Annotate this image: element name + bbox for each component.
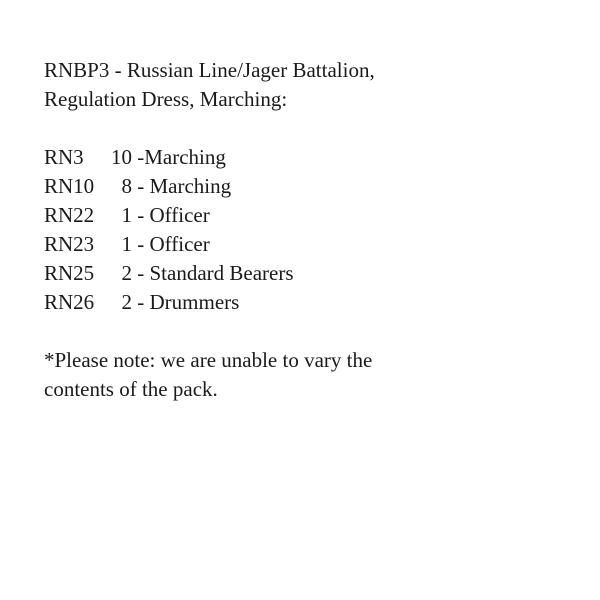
- item-description: Marching: [149, 174, 232, 198]
- list-item: [44, 143, 584, 172]
- list-item: [44, 259, 584, 288]
- item-quantity: 1: [121, 232, 132, 256]
- list-item: [44, 288, 584, 317]
- item-code: RN22: [44, 203, 95, 227]
- item-quantity: 2: [121, 261, 132, 285]
- list-item: [44, 230, 584, 259]
- pack-title: [44, 56, 584, 114]
- item-separator: -: [132, 174, 150, 198]
- item-quantity: 10: [111, 145, 132, 169]
- note-line-2: contents of the pack.: [44, 377, 218, 401]
- item-separator: -: [132, 203, 150, 227]
- pack-note: [44, 346, 584, 404]
- item-quantity: 1: [121, 203, 132, 227]
- item-description: Marching: [144, 145, 226, 169]
- pack-title-line-2: Regulation Dress, Marching:: [44, 87, 288, 111]
- item-code: RN23: [44, 232, 95, 256]
- item-code: RN25: [44, 261, 95, 285]
- item-description: Standard Bearers: [149, 261, 294, 285]
- item-description: Drummers: [149, 290, 240, 314]
- pack-title-line-1: RNBP3 - Russian Line/Jager Battalion,: [44, 58, 375, 82]
- pack-contents-list: [44, 143, 584, 317]
- item-description: Officer: [149, 232, 210, 256]
- item-separator: -: [132, 145, 145, 169]
- item-quantity: 8: [121, 174, 132, 198]
- item-separator: -: [132, 261, 150, 285]
- item-quantity: 2: [121, 290, 132, 314]
- item-separator: -: [132, 290, 150, 314]
- item-code: RN10: [44, 174, 95, 198]
- list-item: [44, 172, 584, 201]
- item-code: RN26: [44, 290, 95, 314]
- item-description: Officer: [149, 203, 210, 227]
- item-separator: -: [132, 232, 150, 256]
- list-item: [44, 201, 584, 230]
- item-code: RN3: [44, 145, 84, 169]
- pack-description: [44, 56, 584, 404]
- note-line-1: *Please note: we are unable to vary the: [44, 348, 373, 372]
